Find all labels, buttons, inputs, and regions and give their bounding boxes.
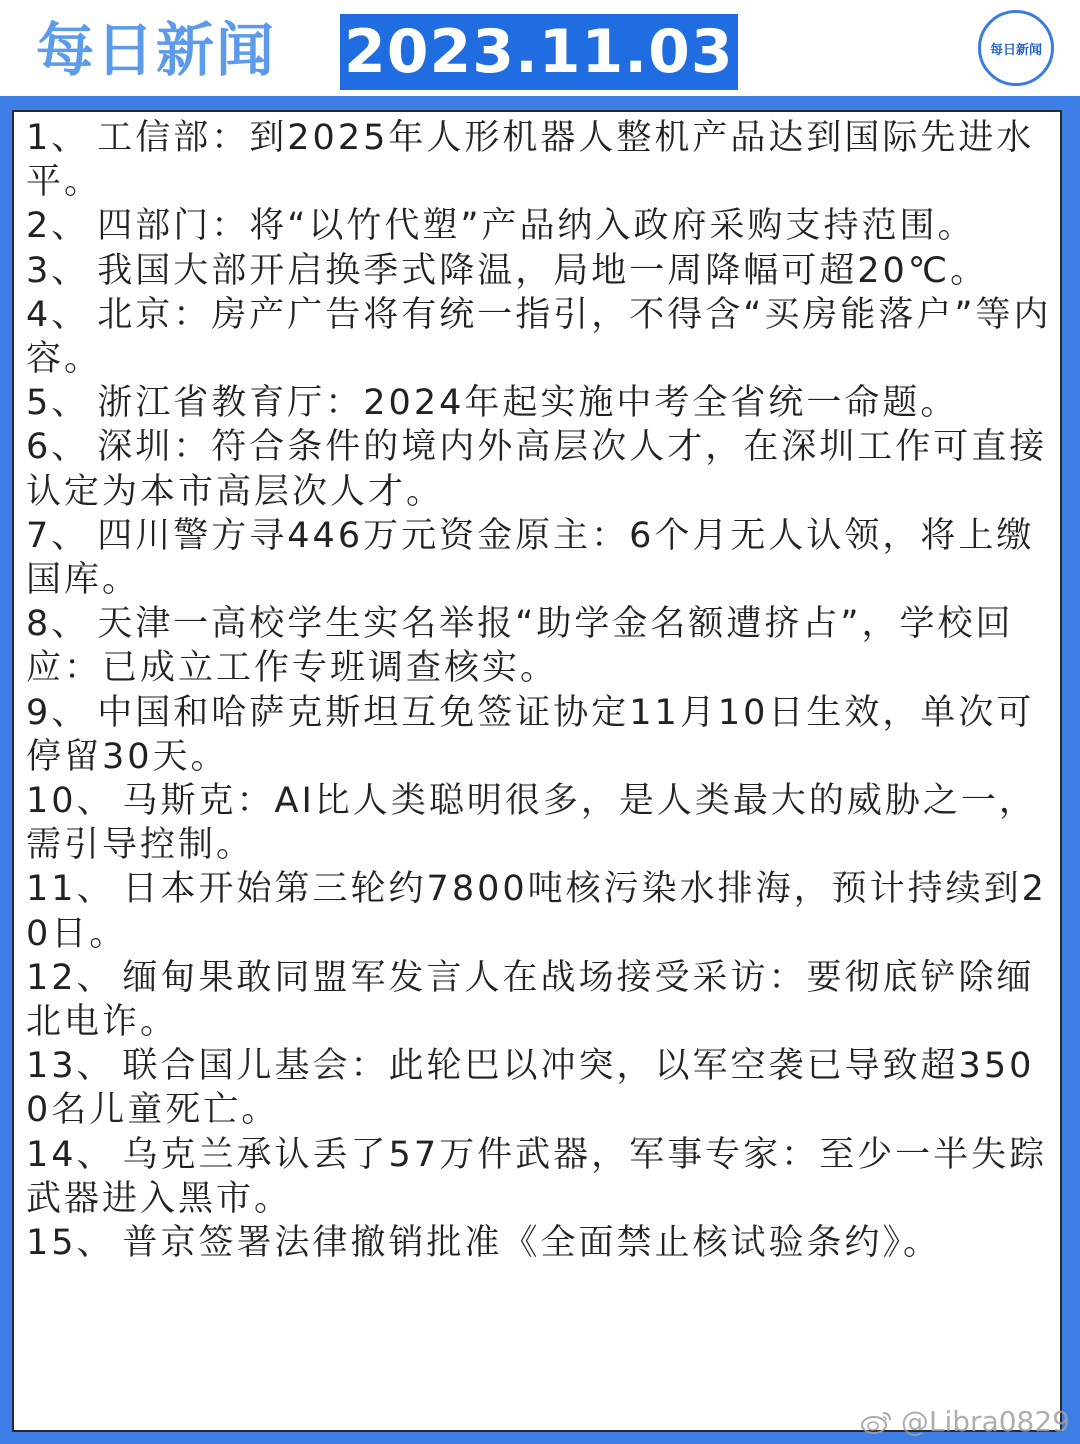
news-panel <box>12 110 1062 1432</box>
news-item <box>26 691 1052 779</box>
weibo-icon <box>861 1409 893 1435</box>
news-text: 四川警方寻446万元资金原主：6个月无人认领，将上缴国库。 <box>26 515 1035 601</box>
news-item <box>26 602 1052 690</box>
header <box>0 0 1080 96</box>
news-text: 日本开始第三轮约7800吨核污染水排海，预计持续到20日。 <box>26 869 1047 954</box>
news-text: 缅甸果敢同盟军发言人在战场接受采访：要彻底铲除缅北电诈。 <box>26 957 1035 1043</box>
date-badge: 2023.11.03 <box>340 14 738 90</box>
news-number: 4、 <box>26 294 90 335</box>
news-number: 10、 <box>26 781 115 822</box>
news-item <box>26 425 1052 513</box>
news-item <box>26 381 1052 425</box>
news-item <box>26 293 1052 381</box>
logo <box>978 10 1054 86</box>
news-number: 12、 <box>26 957 115 998</box>
news-item <box>26 1044 1052 1132</box>
news-item <box>26 779 1052 867</box>
news-item <box>26 514 1052 602</box>
news-text: 中国和哈萨克斯坦互免签证协定11月10日生效，单次可停留30天。 <box>26 692 1035 777</box>
news-number: 1、 <box>26 118 90 158</box>
news-number: 7、 <box>26 515 90 556</box>
news-number: 14、 <box>26 1134 115 1175</box>
watermark-text: @Libra0829 <box>900 1405 1070 1438</box>
news-number: 6、 <box>26 427 90 468</box>
news-number: 2、 <box>26 206 90 247</box>
logo-text: 每日新闻 <box>989 42 1042 58</box>
news-text: 乌克兰承认丢了57万件武器，军事专家：至少一半失踪武器进入黑市。 <box>26 1134 1048 1219</box>
news-item <box>26 204 1052 248</box>
news-item <box>26 956 1052 1044</box>
news-text: 天津一高校学生实名举报“助学金名额遭挤占”，学校回应：已成立工作专班调查核实。 <box>26 604 1014 689</box>
news-text: 深圳：符合条件的境内外高层次人才，在深圳工作可直接认定为本市高层次人才。 <box>26 427 1048 512</box>
page-title: 每日新闻 <box>36 16 277 84</box>
news-text: 我国大部开启换季式降温，局地一周降幅可超20℃。 <box>97 250 989 291</box>
news-text: 浙江省教育厅：2024年起实施中考全省统一命题。 <box>97 383 959 424</box>
news-item <box>26 116 1052 204</box>
news-number: 15、 <box>26 1223 115 1264</box>
news-text: 普京签署法律撤销批准《全面禁止核试验条约》。 <box>122 1223 942 1264</box>
news-item <box>26 1221 1052 1265</box>
news-item <box>26 867 1052 955</box>
news-text: 四部门：将“以竹代塑”产品纳入政府采购支持范围。 <box>97 206 976 247</box>
watermark <box>861 1405 1070 1438</box>
news-number: 5、 <box>26 383 90 424</box>
news-text: 联合国儿基会：此轮巴以冲突，以军空袭已导致超3500名儿童死亡。 <box>26 1046 1035 1131</box>
news-text: 马斯克：AI比人类聪明很多，是人类最大的威胁之一，需引导控制。 <box>26 781 1037 866</box>
news-number: 11、 <box>26 869 115 910</box>
news-number: 8、 <box>26 604 90 645</box>
news-number: 13、 <box>26 1046 115 1087</box>
news-text: 工信部：到2025年人形机器人整机产品达到国际先进水平。 <box>26 118 1035 203</box>
news-number: 3、 <box>26 250 90 291</box>
news-list <box>14 112 1060 1265</box>
news-text: 北京：房产广告将有统一指引，不得含“买房能落户”等内容。 <box>26 294 1052 380</box>
news-item <box>26 249 1052 293</box>
news-item <box>26 1133 1052 1221</box>
news-number: 9、 <box>26 692 90 733</box>
